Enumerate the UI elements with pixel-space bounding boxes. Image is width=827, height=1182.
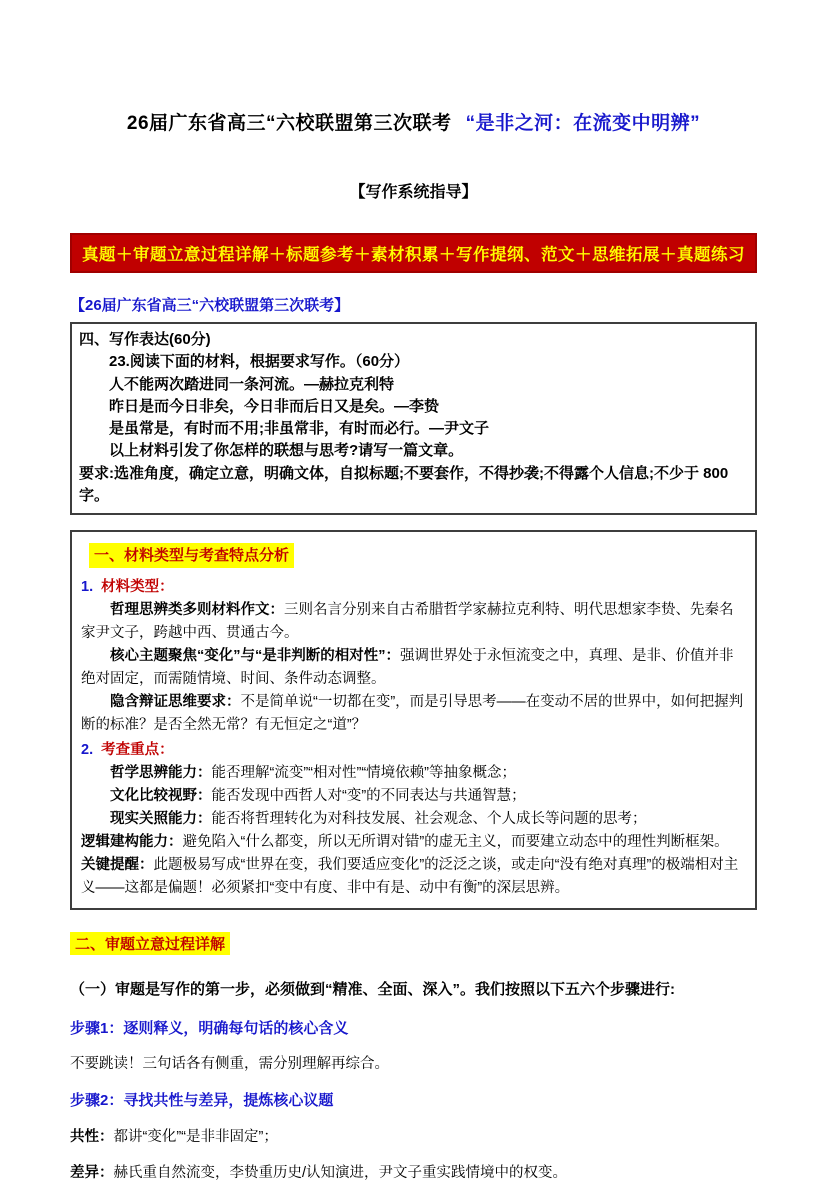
paragraph-lead: 关键提醒： [81,857,154,874]
page-title [70,108,757,135]
paragraph-text: 不是简单说“一切都在变”，而是引导思考——在变动不居的世界中，如何把握判断的标准？是否全然无常？有无恒定之“道”？ [81,694,744,734]
paragraph-lead: 核心主题聚焦“变化”与“是非判断的相对性”： [110,648,400,665]
exam-line-quote-3: 是虽常是，有时而不用;非虽常非，有时而必行。—尹文子 [109,420,489,438]
step-1-heading: 步骤1：逐则释义，明确每句话的核心含义 [70,1020,349,1038]
analysis-item-2 [81,739,746,762]
analysis-item-2-number: 2. [81,742,94,759]
analysis-paragraph [81,762,746,785]
paragraph-text: 避免陷入“什么都变，所以无所谓对错”的虚无主义，而要建立动态中的理性判断框架。 [182,834,729,851]
paragraph-text: 都讲“变化”“是非非固定”； [113,1129,278,1146]
paragraph-lead: 哲学思辨能力： [110,765,212,782]
difference-line [70,1161,757,1182]
paragraph-lead: 逻辑建构能力： [81,834,183,851]
analysis-box [70,530,757,910]
exam-line-task: 以上材料引发了你怎样的联想与思考?请写一篇文章。 [109,442,464,460]
analysis-item-1-label: 材料类型： [101,579,174,596]
analysis-item-1 [81,576,746,599]
paragraph-text: 三则名言分别来自古希腊哲学家赫拉克利特、明代思想家李贽、先秦名家尹文子，跨越中西、贯通古今。 [81,602,734,642]
commonality-line [70,1125,757,1146]
analysis-paragraph [81,831,746,854]
paragraph-lead: 哲理思辨类多则材料作文： [110,602,284,619]
exam-line-requirements: 要求:选准角度，确定立意，明确文体，自拟标题;不要套作，不得抄袭;不得露个人信息;不少于 800字。 [79,464,729,505]
analysis-heading: 一、材料类型与考查特点分析 [89,543,294,568]
analysis-item-1-number: 1. [81,579,94,596]
exam-heading: 【26届广东省高三“六校联盟第三次联考】 [70,297,350,314]
paragraph-text: 赫氏重自然流变，李贽重历史/认知演进，尹文子重实践情境中的权变。 [113,1165,568,1182]
analysis-paragraph-key-reminder [81,854,746,900]
paragraph-text: 能否理解“流变”“相对性”“情境依赖”等抽象概念； [211,765,516,782]
paragraph-lead: 文化比较视野： [110,788,212,805]
page-title-blue: “是非之河：在流变中明辨” [465,113,701,134]
analysis-paragraph [81,645,746,691]
exam-line-section: 四、写作表达(60分) [79,331,211,348]
paragraph-lead: 隐含辩证思维要求： [110,694,241,711]
paragraph-lead: 现实关照能力： [110,811,212,828]
page-subtitle: 【写作系统指导】 [349,184,478,201]
exam-line-prompt: 23.阅读下面的材料，根据要求写作。（60分） [109,353,410,371]
paragraph-text: 此题极易写成“世界在变，我们要适应变化”的泛泛之谈，或走向“没有绝对真理”的极端相对主义——这都是偏题！必须紧扣“变中有度、非中有是、动中有衡”的深层思辨。 [81,857,739,897]
analysis-paragraph [81,808,746,831]
exam-material-box [70,322,757,515]
analysis-paragraph [81,691,746,737]
paragraph-lead: 差异： [70,1165,114,1182]
analysis-item-2-label: 考查重点： [101,742,174,759]
section-two [70,932,757,1182]
exam-line-quote-1: 人不能两次踏进同一条河流。—赫拉克利特 [109,375,395,393]
step-2-heading: 步骤2：寻找共性与差异，提炼核心议题 [70,1092,334,1110]
section-two-intro: （一）审题是写作的第一步，必须做到“精准、全面、深入”。我们按照以下五六个步骤进行: [70,981,675,999]
analysis-paragraph [81,785,746,808]
paragraph-lead: 共性： [70,1129,114,1146]
analysis-paragraph [81,599,746,645]
exam-line-quote-2: 昨日是而今日非矣，今日非而后日又是矣。—李贽 [109,397,440,415]
feature-banner: 真题＋审题立意过程详解＋标题参考＋素材积累＋写作提纲、范文＋思维拓展＋真题练习 [70,233,757,273]
page-title-black: 26届广东省高三“六校联盟第三次联考 [126,113,452,134]
paragraph-text: 能否发现中西哲人对“变”的不同表达与共通智慧； [211,788,526,805]
step-1-note: 不要跳读！三句话各有侧重，需分别理解再综合。 [70,1056,389,1073]
section-two-heading: 二、审题立意过程详解 [70,932,230,955]
paragraph-text: 强调世界处于永恒流变之中，真理、是非、价值并非绝对固定，而需随情境、时间、条件动态调整。 [81,648,734,688]
paragraph-text: 能否将哲理转化为对科技发展、社会观念、个人成长等问题的思考； [211,811,647,828]
